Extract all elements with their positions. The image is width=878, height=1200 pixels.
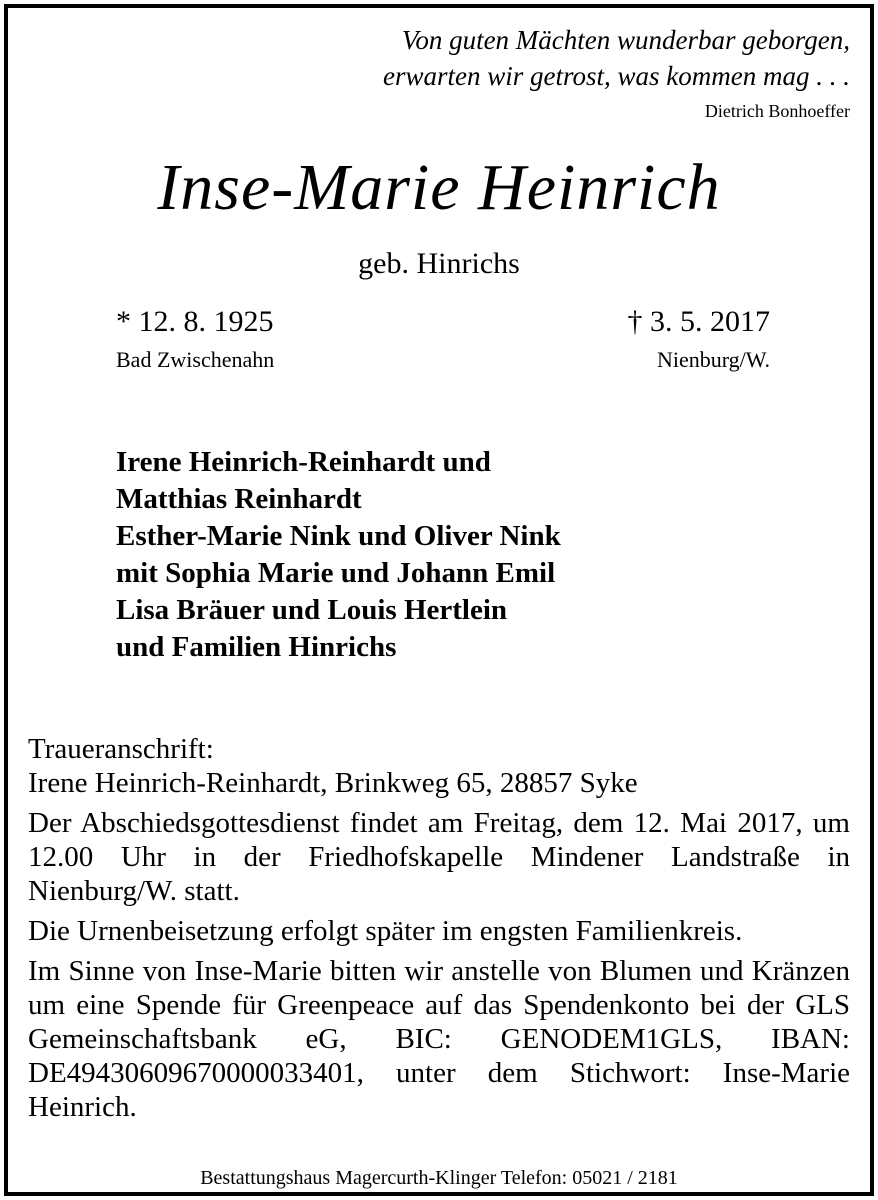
mourner-line: und Familien Hinrichs bbox=[116, 631, 397, 663]
donation-info: Im Sinne von Inse-Marie bitten wir anstelle von Blumen und Kränzen um eine Spende für Greenpeace auf das Spendenkonto bei der GLS Gemeinschaftsbank eG, BIC: GENODEM1GLS, IBAN: DE49430609670000033401, unter dem Stichwort: Inse-Marie Heinrich. bbox=[28, 955, 850, 1123]
death-place: Nienburg/W. bbox=[656, 347, 770, 372]
mourner-line: Irene Heinrich-Reinhardt und bbox=[116, 446, 491, 478]
mourning-address: Irene Heinrich-Reinhardt, Brinkweg 65, 28857 Syke bbox=[28, 767, 638, 799]
mourner-line: Matthias Reinhardt bbox=[116, 483, 362, 515]
burial-info: Die Urnenbeisetzung erfolgt später im engsten Familienkreis. bbox=[28, 915, 743, 947]
birth-date: * 12. 8. 1925 bbox=[116, 305, 274, 338]
quote-author: Dietrich Bonhoeffer bbox=[704, 101, 850, 121]
mourner-line: Lisa Bräuer und Louis Hertlein bbox=[116, 594, 508, 626]
maiden-name: geb. Hinrichs bbox=[358, 247, 520, 280]
notice-body bbox=[28, 732, 850, 1130]
deceased-name: Inse-Marie Heinrich bbox=[157, 151, 721, 224]
mourner-line: mit Sophia Marie und Johann Emil bbox=[116, 557, 556, 589]
service-info: Der Abschiedsgottesdienst findet am Freitag, dem 12. Mai 2017, um 12.00 Uhr in der Friedhofskapelle Mindener Landstraße in Nienburg/W. statt. bbox=[28, 807, 850, 907]
quote-line-1: Von guten Mächten wunderbar geborgen, bbox=[401, 25, 850, 55]
mourners-list bbox=[116, 444, 561, 666]
birth-place: Bad Zwischenahn bbox=[116, 347, 275, 372]
address-label: Traueranschrift: bbox=[28, 733, 214, 765]
death-date: † 3. 5. 2017 bbox=[627, 305, 770, 338]
funeral-home-footer: Bestattungshaus Magercurth-Klinger Telefon: 05021 / 2181 bbox=[200, 1167, 678, 1189]
mourner-line: Esther-Marie Nink und Oliver Nink bbox=[116, 520, 561, 552]
quote-line-2: erwarten wir getrost, was kommen mag . . . bbox=[383, 61, 850, 91]
epigraph-quote bbox=[383, 22, 850, 94]
obituary-notice bbox=[4, 4, 874, 1196]
